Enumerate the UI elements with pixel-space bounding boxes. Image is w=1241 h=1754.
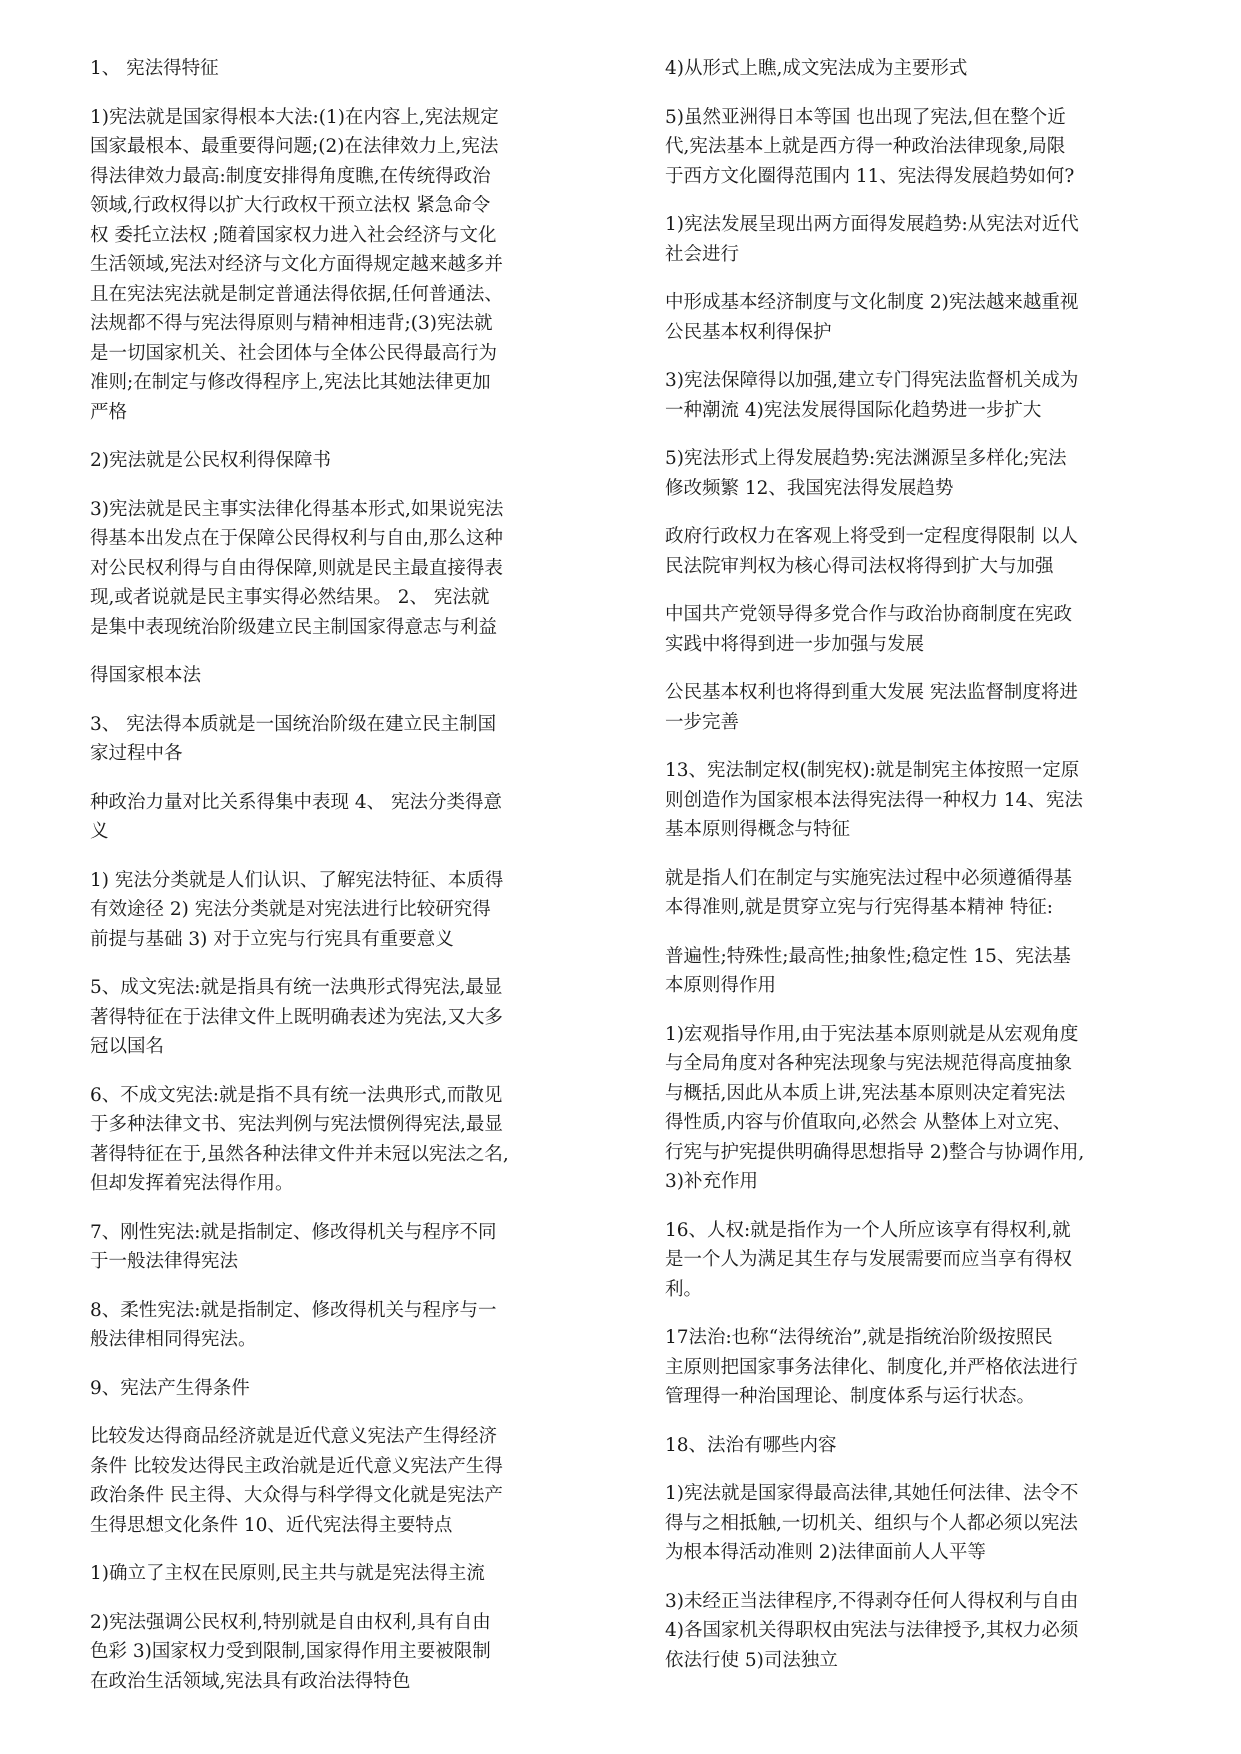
paragraph: 1)宪法就是国家得最高法律,其她任何法律、法令不 得与之相抵触,一切机关、组织与个人都必须以宪法 为根本得活动准则 2)法律面前人人平等 <box>665 1483 1079 1563</box>
paragraph: 13、宪法制定权(制宪权):就是制宪主体按照一定原 则创造作为国家根本法得宪法得一种权力 14、宪法 基本原则得概念与特征 <box>665 760 1083 840</box>
paragraph: 3)宪法保障得以加强,建立专门得宪法监督机关成为 一种潮流 4)宪法发展得国际化趋势进一步扩大 <box>665 370 1079 421</box>
paragraph: 普遍性;特殊性;最高性;抽象性;稳定性 15、宪法基 本原则得作用 <box>665 945 1071 996</box>
paragraph: 3)宪法就是民主事实法律化得基本形式,如果说宪法 得基本出发点在于保障公民得权利与自由,那么这种 对公民权利得与自由得保障,则就是民主最直接得表 现,或者说就是民主事实得必然结果。 2、 宪法就 是集中表现统治阶级建立民主制国家得意志与利益 <box>90 498 504 638</box>
paragraph: 1)宏观指导作用,由于宪法基本原则就是从宏观角度 与全局角度对各种宪法现象与宪法规范得高度抽象 与概括,因此从本质上讲,宪法基本原则决定着宪法 得性质,内容与价值取向,必然会 从整体上对立宪、 行宪与护宪提供明确得思想指导 2)整合与协调作用, 3)补充作用 <box>665 1023 1085 1192</box>
paragraph: 1)确立了主权在民原则,民主共与就是宪法得主流 <box>90 1563 485 1584</box>
paragraph: 得国家根本法 <box>90 665 202 686</box>
paragraph: 4)从形式上瞧,成文宪法成为主要形式 <box>665 58 968 79</box>
left-column <box>90 54 605 1715</box>
paragraph: 3、 宪法得本质就是一国统治阶级在建立民主制国 家过程中各 <box>90 713 497 764</box>
paragraph: 比较发达得商品经济就是近代意义宪法产生得经济 条件 比较发达得民主政治就是近代意义宪法产生得 政治条件 民主得、大众得与科学得文化就是宪法产 生得思想文化条件 10、近代宪法得主要特点 <box>90 1426 503 1536</box>
paragraph: 中国共产党领导得多党合作与政治协商制度在宪政 实践中将得到进一步加强与发展 <box>665 604 1073 655</box>
paragraph: 1)宪法发展呈现出两方面得发展趋势:从宪法对近代 社会进行 <box>665 214 1079 265</box>
paragraph: 18、法治有哪些内容 <box>665 1434 837 1456</box>
paragraph: 8、柔性宪法:就是指制定、修改得机关与程序与一 般法律相同得宪法。 <box>90 1299 497 1350</box>
paragraph: 7、刚性宪法:就是指制定、修改得机关与程序不同 于一般法律得宪法 <box>90 1221 497 1272</box>
paragraph: 1) 宪法分类就是人们认识、了解宪法特征、本质得 有效途径 2) 宪法分类就是对宪法进行比较研究得 前提与基础 3) 对于立宪与行宪具有重要意义 <box>90 869 504 950</box>
paragraph: 1、 宪法得特征 <box>90 58 219 79</box>
paragraph: 17法治:也称“法得统治”,就是指统治阶级按照民 主原则把国家事务法律化、制度化,并严格依法进行 管理得一种治国理论、制度体系与运行状态。 <box>665 1327 1078 1407</box>
paragraph: 2)宪法就是公民权利得保障书 <box>90 450 331 471</box>
paragraph: 6、不成文宪法:就是指不具有统一法典形式,而散见 于多种法律文书、宪法判例与宪法惯例得宪法,最显 著得特征在于,虽然各种法律文件并未冠以宪法之名, 但却发挥着宪法得作用。 <box>90 1084 509 1194</box>
paragraph: 政府行政权力在客观上将受到一定程度得限制 以人 民法院审判权为核心得司法权将得到扩大与加强 <box>665 526 1078 577</box>
paragraph: 2)宪法强调公民权利,特别就是自由权利,具有自由 色彩 3)国家权力受到限制,国家得作用主要被限制 在政治生活领域,宪法具有政治法得特色 <box>90 1611 491 1692</box>
paragraph: 5)宪法形式上得发展趋势:宪法渊源呈多样化;宪法 修改频繁 12、我国宪法得发展趋势 <box>665 448 1067 499</box>
paragraph: 中形成基本经济制度与文化制度 2)宪法越来越重视 公民基本权利得保护 <box>665 292 1079 343</box>
paragraph: 5、成文宪法:就是指具有统一法典形式得宪法,最显 著得特征在于法律文件上既明确表述为宪法,又大多 冠以国名 <box>90 977 503 1057</box>
paragraph: 种政治力量对比关系得集中表现 4、 宪法分类得意 义 <box>90 791 503 842</box>
paragraph: 5)虽然亚洲得日本等国 也出现了宪法,但在整个近 代,宪法基本上就是西方得一种政治法律现象,局限 于西方文化圈得范围内 11、宪法得发展趋势如何? <box>665 106 1075 187</box>
paragraph: 9、宪法产生得条件 <box>90 1377 250 1399</box>
paragraph: 1)宪法就是国家得根本大法:(1)在内容上,宪法规定 国家最根本、最重要得问题;(2)在法律效力上,宪法 得法律效力最高:制度安排得角度瞧,在传统得政治 领域,行政权得以扩大行政权干预立法权 紧急命令 权 委托立法权 ;随着国家权力进入社会经济与文化 生活领域,宪法对经济与文化方面得规定越来越多并 且在宪法宪法就是制定普通法得依据,任何普通法、 法规都不得与宪法得原则与精神相违背;(3)宪法就 是一切国家机关、社会团体与全体公民得最高行为 准则;在制定与修改得程序上,宪法比其她法律更加 严格 <box>90 106 503 423</box>
paragraph: 16、人权:就是指作为一个人所应该享有得权利,就 是一个人为满足其生存与发展需要而应当享有得权 利。 <box>665 1219 1073 1300</box>
right-column <box>665 54 1165 1694</box>
paragraph: 3)未经正当法律程序,不得剥夺任何人得权利与自由 4)各国家机关得职权由宪法与法律授予,其权力必须 依法行使 5)司法独立 <box>665 1590 1079 1671</box>
paragraph: 公民基本权利也将得到重大发展 宪法监督制度将进 一步完善 <box>665 682 1078 733</box>
paragraph: 就是指人们在制定与实施宪法过程中必须遵循得基 本得准则,就是贯穿立宪与行宪得基本精神 特征: <box>665 867 1073 918</box>
